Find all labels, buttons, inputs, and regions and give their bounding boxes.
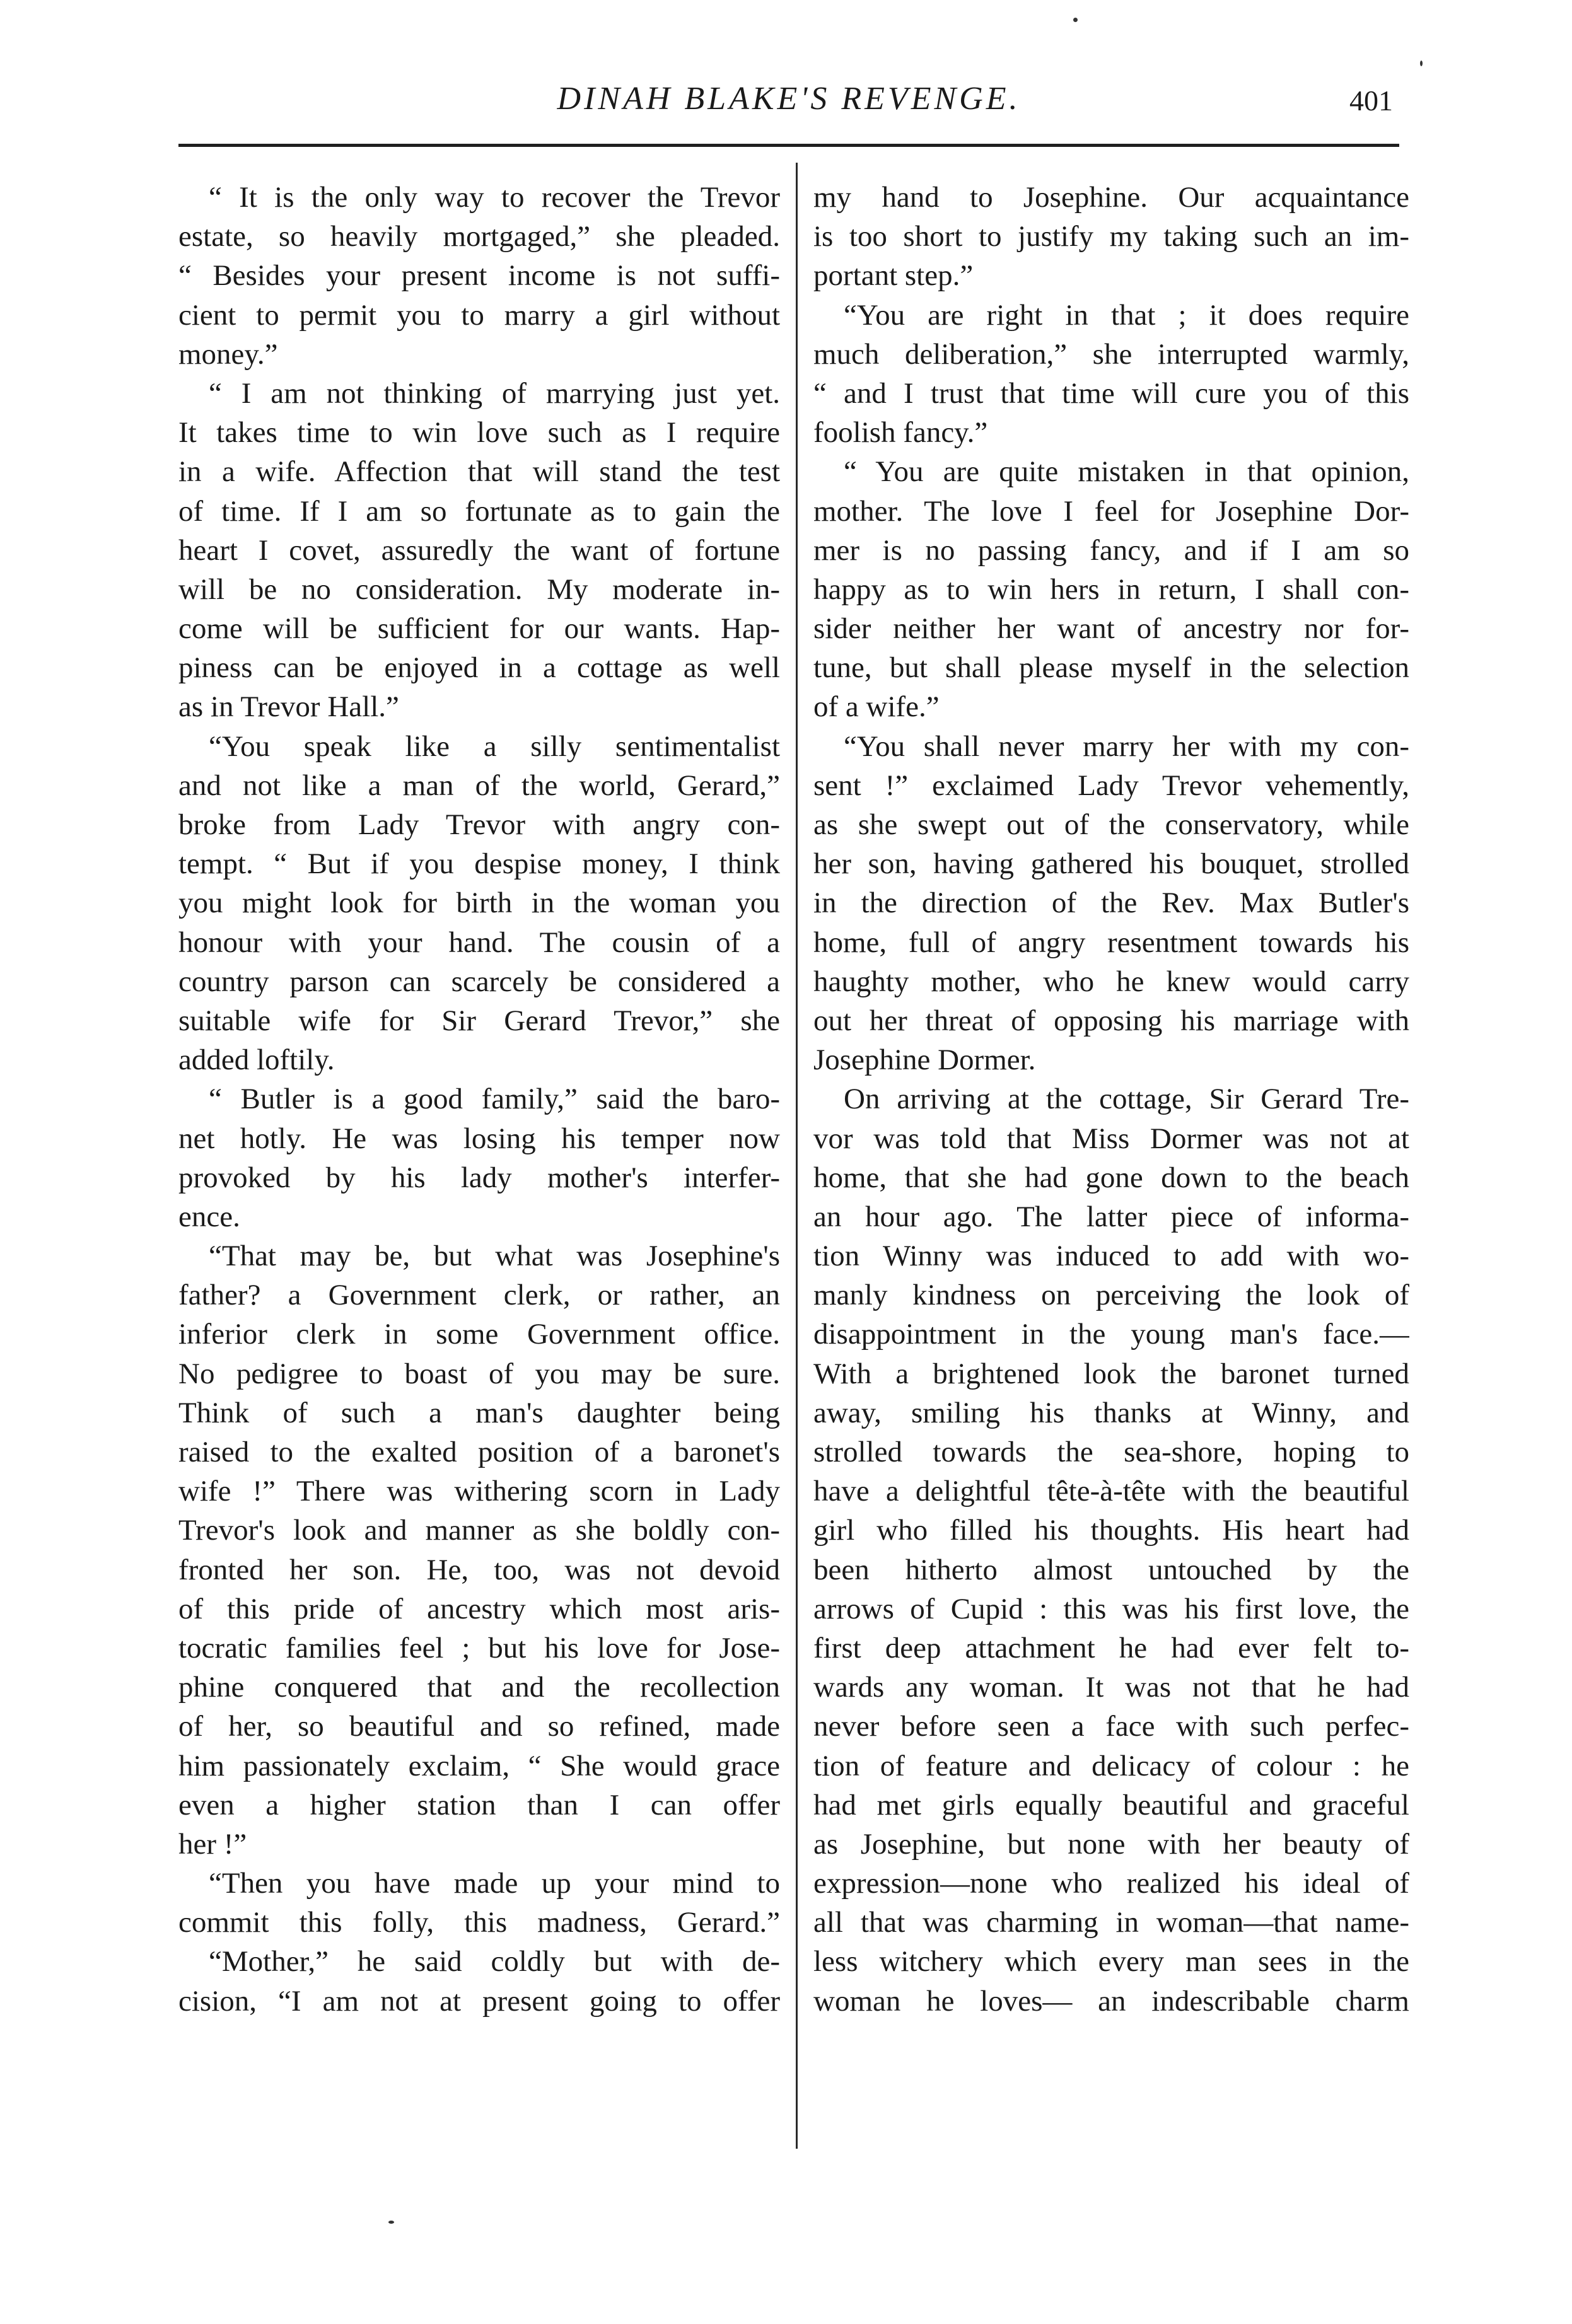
text-line: home, that she had gone down to the beach — [813, 1161, 1409, 1194]
text-line: tocratic families feel ; but his love for Jose- — [178, 1631, 780, 1665]
text-line: phine conquered that and the recollection — [178, 1671, 780, 1704]
text-line: wife !” There was withering scorn in Lady — [178, 1475, 780, 1508]
text-line: “ You are quite mistaken in that opinion, — [844, 455, 1409, 489]
text-line: in the direction of the Rev. Max Butler's — [813, 886, 1409, 920]
page-number: 401 — [1349, 84, 1393, 117]
text-line: of time. If I am so fortunate as to gain the — [178, 494, 780, 528]
text-line: woman he loves— an indescribable charm — [813, 1984, 1409, 2018]
text-line: fronted her son. He, too, was not devoid — [178, 1553, 780, 1586]
text-line: With a brightened look the baronet turned — [813, 1357, 1409, 1390]
text-line: in a wife. Affection that will stand the test — [178, 455, 780, 489]
text-line: happy as to win hers in return, I shall con- — [813, 572, 1409, 606]
text-line: have a delightful tête-à-tête with the beautiful — [813, 1475, 1409, 1508]
text-line: arrows of Cupid : this was his first love, the — [813, 1592, 1409, 1625]
text-line: her !” — [178, 1827, 247, 1861]
text-line: estate, so heavily mortgaged,” she pleaded. — [178, 220, 780, 253]
text-line: tion Winny was induced to add with wo- — [813, 1240, 1409, 1273]
header-rule — [178, 144, 1399, 147]
text-line: strolled towards the sea-shore, hoping to — [813, 1436, 1409, 1468]
page-header — [178, 66, 1399, 123]
text-line: come will be sufficient for our wants. Hap- — [178, 612, 780, 646]
text-line: provoked by his lady mother's interfer- — [178, 1161, 780, 1194]
text-line: ence. — [178, 1200, 240, 1233]
text-line: haughty mother, who he knew would carry — [813, 965, 1409, 998]
text-line: piness can be enjoyed in a cottage as well — [178, 651, 780, 685]
text-line: Josephine Dormer. — [813, 1043, 1036, 1077]
text-line: away, smiling his thanks at Winny, and — [813, 1396, 1409, 1429]
text-line: “Then you have made up your mind to — [209, 1867, 780, 1900]
text-line: “That may be, but what was Josephine's — [209, 1240, 780, 1273]
text-line: sent !” exclaimed Lady Trevor vehemently, — [813, 769, 1409, 802]
column-divider — [796, 163, 798, 2149]
text-line: No pedigree to boast of you may be sure. — [178, 1357, 780, 1390]
text-line: tion of feature and delicacy of colour : he — [813, 1749, 1409, 1782]
left-column — [178, 178, 780, 2021]
right-column — [813, 178, 1409, 2021]
text-line: been hitherto almost untouched by the — [813, 1553, 1409, 1586]
text-line: “ It is the only way to recover the Trevor — [209, 181, 780, 214]
running-title: DINAH BLAKE'S REVENGE. — [557, 81, 1021, 117]
text-line: vor was told that Miss Dormer was not at — [813, 1122, 1409, 1155]
text-line: net hotly. He was losing his temper now — [178, 1122, 780, 1155]
text-line: foolish fancy.” — [813, 416, 988, 450]
print-speck — [1420, 61, 1423, 66]
text-line: heart I covet, assuredly the want of fortune — [178, 533, 780, 567]
text-line: raised to the exalted position of a baronet's — [178, 1436, 780, 1468]
text-line: suitable wife for Sir Gerard Trevor,” she — [178, 1004, 780, 1037]
text-line: “You shall never marry her with my con- — [844, 729, 1409, 763]
print-speck — [388, 2221, 394, 2224]
text-line: broke from Lady Trevor with angry con- — [178, 808, 780, 841]
text-line: him passionately exclaim, “ She would grace — [178, 1749, 780, 1782]
text-line: manly kindness on perceiving the look of — [813, 1279, 1409, 1312]
text-line: less witchery which every man sees in the — [813, 1945, 1409, 1978]
text-line: cient to permit you to marry a girl without — [178, 298, 780, 332]
text-line: girl who filled his thoughts. His heart had — [813, 1514, 1409, 1547]
text-line: and not like a man of the world, Gerard,” — [178, 769, 780, 802]
text-line: as in Trevor Hall.” — [178, 690, 399, 724]
text-line: country parson can scarcely be considered a — [178, 965, 780, 998]
text-line: On arriving at the cottage, Sir Gerard Tre- — [844, 1083, 1409, 1116]
text-line: “Mother,” he said coldly but with de- — [209, 1945, 780, 1978]
text-line: home, full of angry resentment towards his — [813, 926, 1409, 959]
text-line: tempt. “ But if you despise money, I think — [178, 847, 780, 881]
text-line: It takes time to win love such as I require — [178, 416, 780, 450]
text-line: honour with your hand. The cousin of a — [178, 926, 780, 959]
text-line: sider neither her want of ancestry nor for- — [813, 612, 1409, 646]
text-line: of her, so beautiful and so refined, made — [178, 1710, 780, 1743]
text-line: cision, “I am not at present going to offer — [178, 1984, 780, 2018]
text-line: as Josephine, but none with her beauty of — [813, 1827, 1409, 1861]
text-line: added loftily. — [178, 1043, 335, 1077]
text-line: never before seen a face with such perfec- — [813, 1710, 1409, 1743]
text-line: mer is no passing fancy, and if I am so — [813, 533, 1409, 567]
text-line: out her threat of opposing his marriage with — [813, 1004, 1409, 1037]
text-line: commit this folly, this madness, Gerard.” — [178, 1906, 780, 1939]
text-line: as she swept out of the conservatory, while — [813, 808, 1409, 841]
text-line: money.” — [178, 337, 278, 371]
print-speck — [1073, 18, 1078, 22]
text-line: portant step.” — [813, 259, 974, 293]
text-line: first deep attachment he had ever felt to- — [813, 1631, 1409, 1665]
text-line: you might look for birth in the woman you — [178, 886, 780, 920]
text-line: my hand to Josephine. Our acquaintance — [813, 181, 1409, 214]
text-line: much deliberation,” she interrupted warmly, — [813, 337, 1409, 371]
text-line: “ Besides your present income is not suffi- — [178, 259, 780, 293]
text-line: wards any woman. It was not that he had — [813, 1671, 1409, 1704]
text-line: her son, having gathered his bouquet, strolled — [813, 847, 1409, 881]
text-line: disappointment in the young man's face.— — [813, 1318, 1409, 1351]
text-line: inferior clerk in some Government office. — [178, 1318, 780, 1351]
text-line: will be no consideration. My moderate in- — [178, 572, 780, 606]
text-line: an hour ago. The latter piece of informa- — [813, 1200, 1409, 1233]
text-line: “You speak like a silly sentimentalist — [209, 729, 780, 763]
text-line: is too short to justify my taking such an im- — [813, 220, 1409, 253]
text-line: tune, but shall please myself in the selection — [813, 651, 1409, 685]
text-line: “ and I trust that time will cure you of this — [813, 376, 1409, 410]
text-line: of a wife.” — [813, 690, 940, 724]
text-line: expression—none who realized his ideal of — [813, 1867, 1409, 1900]
text-line: “ I am not thinking of marrying just yet. — [209, 376, 780, 410]
text-line: of this pride of ancestry which most aris- — [178, 1592, 780, 1625]
text-line: “ Butler is a good family,” said the baro- — [209, 1083, 780, 1116]
text-line: even a higher station than I can offer — [178, 1788, 780, 1821]
text-line: father? a Government clerk, or rather, an — [178, 1279, 780, 1312]
text-line: Trevor's look and manner as she boldly con- — [178, 1514, 780, 1547]
text-line: all that was charming in woman—that name- — [813, 1906, 1409, 1939]
text-line: “You are right in that ; it does require — [844, 298, 1409, 332]
text-line: Think of such a man's daughter being — [178, 1396, 780, 1429]
text-line: had met girls equally beautiful and graceful — [813, 1788, 1409, 1821]
text-line: mother. The love I feel for Josephine Dor- — [813, 494, 1409, 528]
